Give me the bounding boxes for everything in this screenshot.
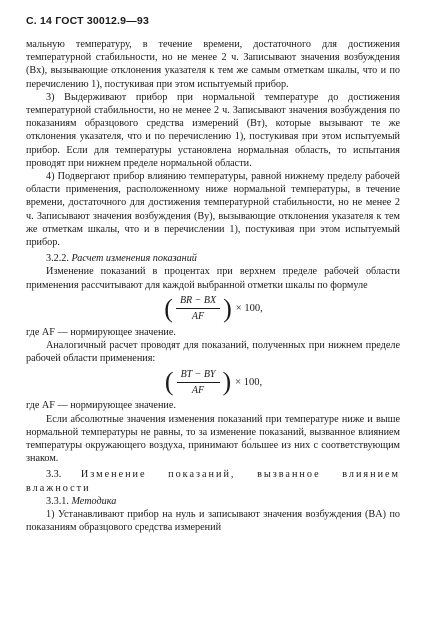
section-3-3-heading (26, 468, 400, 494)
paragraph-step-1-humidity: 1) Устанавливают прибор на нуль и записывают значения возбуждения (BA) по показаниям образцового средства измерений (26, 509, 400, 534)
denominator: AF (191, 311, 205, 323)
right-paren: ) (223, 293, 232, 323)
paragraph-step-3: 3) Выдерживают прибор при нормальной температуре до достижения температурной стабильности, но не менее 2 ч. Записывают значения возбуждения по показаниям образцового средства измерений (Bт), которые вызывают те же отклонения указателя, что и по перечислению 1), постукивая при этом испытуемый прибор. Если для температуры установлена нормальная область, то испытания проводят при нижнем пределе нормальной области. (26, 91, 400, 169)
formula-tail: × 100, (235, 376, 263, 388)
paragraph-calc-upper: Изменение показаний в процентах при верхнем пределе рабочей области применения рассчитывают для каждой выбранной отметки шкалы по формуле (26, 266, 400, 291)
paragraph-absolute-values: Если абсолютные значения изменения показаний при температуре ниже и выше нормальной температуры не равны, то за изменение показаний, вызванное влиянием температуры окружающего воздуха, принимают бо́льшее из них с соответствующим знаком. (26, 413, 400, 465)
denominator: AF (191, 384, 205, 396)
formula-tail: × 100, (235, 303, 263, 315)
fraction (176, 294, 220, 323)
fraction (177, 368, 220, 397)
section-3-3-1-heading (26, 495, 400, 508)
numerator: BR − BX (176, 294, 220, 309)
paragraph-calc-lower: Аналогичный расчет проводят для показаний, полученных при нижнем пределе рабочей области применения: (26, 340, 400, 365)
left-paren: ( (164, 293, 173, 323)
paragraph-where-af-1: где AF — нормирующее значение. (26, 326, 176, 338)
section-number: 3.3. (46, 469, 62, 481)
right-paren: ) (222, 367, 232, 397)
page-header: С. 14 ГОСТ 30012.9—93 (26, 15, 149, 27)
section-3-2-2-heading (26, 252, 400, 265)
document-body (26, 38, 400, 535)
paragraph-step-4: 4) Подвергают прибор влиянию температуры, равной нижнему пределу рабочей области применения, расположенному ниже нормальной температуры, в течение времени, достаточного для достижения температурной стабильности, но не менее 2 ч. Записывают значения возбуждения (Bу), вызывающие отклонения указателя к тем же отметкам шкалы, что и в перечислении 1), постукивая при этом испытуемый прибор. (26, 171, 400, 249)
formula-lower-limit (26, 365, 400, 399)
section-title: Расчет изменения показаний (71, 253, 197, 265)
section-number: 3.2.2. (46, 253, 69, 265)
paragraph-continuation: мальную температуру, в течение времени, достаточного для достижения температурной стабильности, но не менее 2 ч. Записывают значения возбуждения (Bx), вызывающие отклонения указателя к тем же самым отметкам шкалы, что и по перечислению 1), постукивая при этом испытуемый прибор. (26, 39, 400, 90)
section-title: Методика (71, 495, 117, 507)
paragraph-where-af-2: где AF — нормирующее значение. (26, 400, 176, 412)
numerator: BT − BY (177, 368, 220, 383)
left-paren: ( (164, 367, 174, 397)
formula-upper-limit (26, 292, 400, 326)
section-title: Изменение показаний, вызванное влиянием влажности (26, 469, 400, 494)
section-number: 3.3.1. (46, 495, 69, 507)
